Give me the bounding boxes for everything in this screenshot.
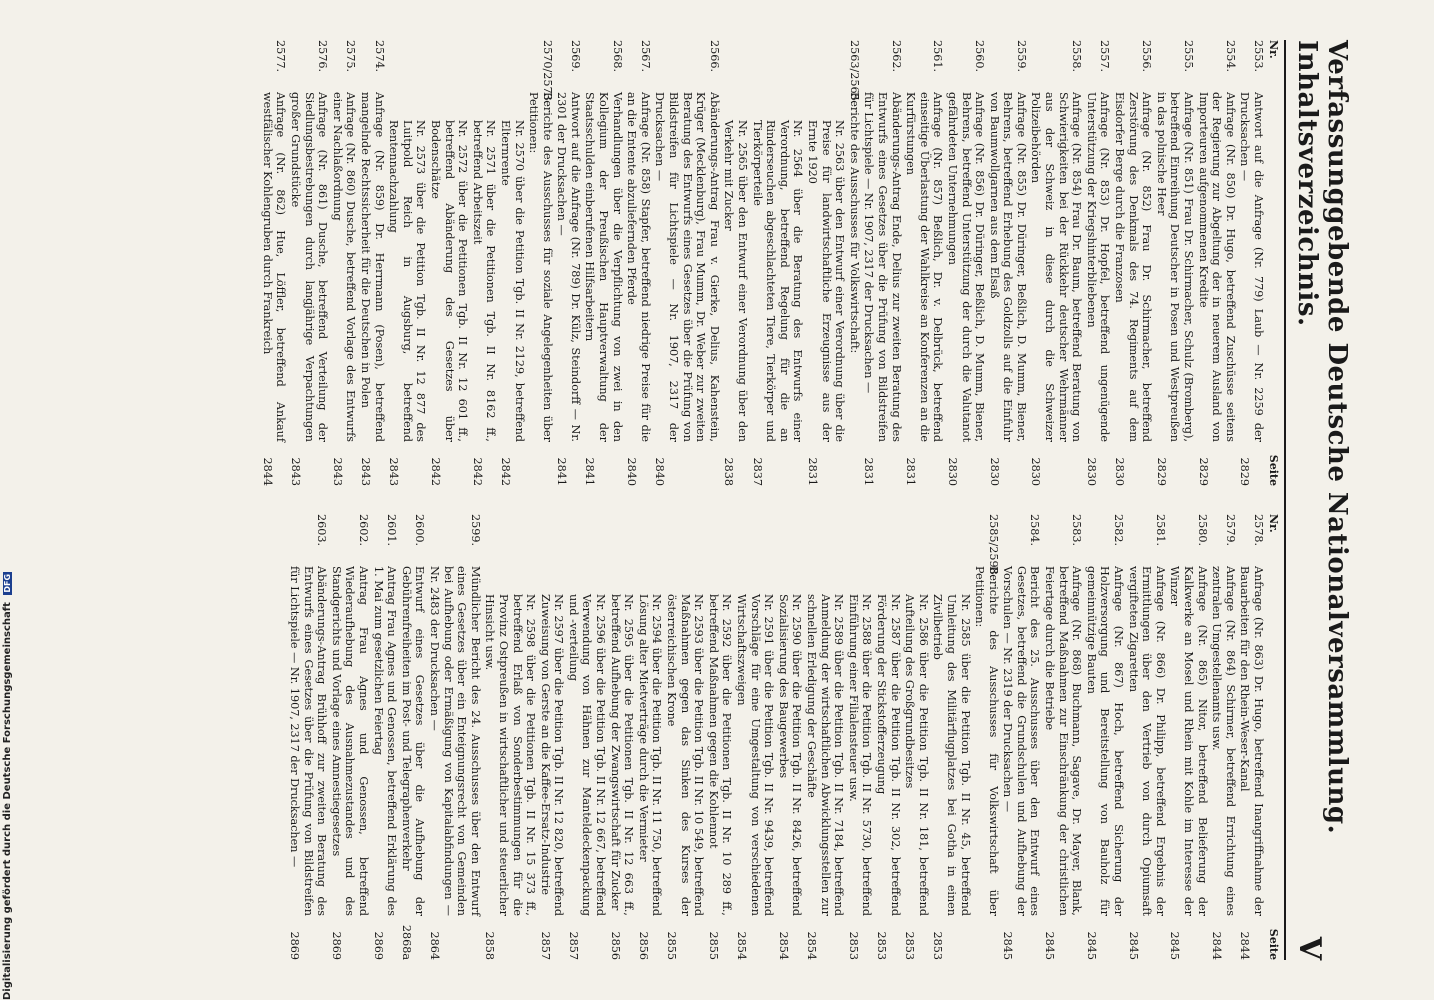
entry-text: Nr. 2594 über die Petition Tgb. II Nr. 11 750, betreffend Lösung alter Mietverträge durch die Vermieter: [636, 594, 664, 916]
toc-entry: [625, 40, 652, 486]
entry-number: [483, 514, 537, 566]
entry-page: 2844: [1238, 931, 1252, 960]
entry-page: 2844: [260, 457, 274, 486]
entry-number: 2566.: [707, 40, 721, 73]
column-header-seite: Seite: [1267, 928, 1280, 960]
entry-number: 2585/2598.: [986, 514, 1000, 579]
entry-text: Mündlicher Bericht des 24. Ausschusses über den Entwurf eines Gesetzes über ein Enteignungsrecht von Gemeinden bei Aufhebung oder Ermäßigung von Kapitalabfindungen — Nr. 2483 der Drucksachen —: [427, 566, 482, 916]
entry-number: [931, 514, 972, 566]
entry-page: 2854: [735, 931, 749, 960]
entry-text: Antrag Frau Agnes und Genossen, betreffend Erklärung des 1. Mai zum gesetzlichen Feiertag: [371, 566, 399, 916]
entry-text: Nr. 2585 über die Petition Tgb. II Nr. 45, betreffend Umleitung des Militärflugplatzes bei Gotha in einen Zivilbetrieb: [931, 594, 972, 916]
toc-entry: [1196, 40, 1237, 486]
entry-number: 2580.: [1195, 514, 1209, 547]
entry-number: [566, 514, 607, 566]
entry-number: 2582.: [1112, 514, 1126, 547]
entry-text: Berichte des Ausschusses für soziale Angelegenheiten über Petitionen:: [527, 92, 554, 442]
entry-text: Nr. 2565 über den Entwurf einer Verordnung über den Verkehr mit Zucker: [722, 120, 750, 442]
toc-entry: [903, 514, 930, 960]
entry-number: 2602.: [357, 514, 370, 547]
entry-number: 2557.: [1098, 40, 1112, 73]
toc-column-right: [259, 514, 1280, 960]
entry-text: Anfrage (Nr. 865) Nitor, betreffend Belieferung der Kalkwerke an Mosel und Rhein mit Kohle im Interesse der Winzer: [1168, 566, 1209, 916]
entry-number: 2570/2573.: [540, 40, 554, 105]
toc-entry: [904, 40, 945, 486]
entry-number: [846, 514, 873, 566]
entry-page: 2830: [1029, 457, 1043, 486]
digitization-credit: [0, 0, 22, 1000]
entry-text: Nr. 2587 über die Petition Tgb. II Nr. 302, betreffend Förderung der Stickstofferzeugung: [874, 594, 902, 916]
entry-page: 2843: [289, 457, 303, 486]
toc-entry: [1084, 40, 1111, 486]
entry-text: Anfrage (Nr. 857) Beßlich, Dr. v. Delbrück, betreffend einseitige Überlastung der Wahlkreise an Konferenzen an die Kurfürstungen: [904, 92, 945, 442]
entry-page: 2853: [846, 931, 860, 960]
toc-entry: [608, 514, 635, 960]
entry-text: Antrag Frau Agnes und Genossen, betreffend Wiederaufhebung des Ausnahmezustandes und des Standgerichts und Vorlage eines Amnestiegesetzes: [329, 566, 370, 916]
entry-number: 2574.: [372, 40, 386, 73]
entry-page: 2853: [874, 931, 888, 960]
entry-number: [387, 40, 428, 92]
entry-page: 2830: [1084, 457, 1098, 486]
toc-entry: [427, 514, 481, 960]
page-title: Verfassunggebende Deutsche Nationalversammlung. Inhaltsverzeichnis.: [1292, 40, 1352, 835]
toc-entry: [1168, 514, 1209, 960]
entry-text: Anfrage (Nr. 855) Dr. Düringer, Beßlich, D. Mumm, Biener, Behrens, betreffend Erhebung des Goldzolls auf die Einfuhr von Baumwollgarnen aus dem Elsaß: [987, 92, 1028, 442]
page-number: V: [1292, 936, 1327, 960]
entry-page: 2843: [387, 457, 401, 486]
entry-number: 2578.: [1252, 514, 1265, 547]
entry-text: Nr. 2598 über die Petitionen Tgb. II Nr. 15 373 ff., betreffend Erlaß von Sonderbestimmungen für die Provinz Ostpreußen in wirtschaftlicher und steuerlicher Hinsicht usw.: [483, 594, 538, 916]
entry-text: Anfrage (Nr. 852) Frau Dr. Schirmacher, betreffend Zerstörung des Denkmals des 74. Regiments auf dem Eisdorfer Berge durch die Franzosen: [1113, 92, 1154, 442]
toc-entry: [566, 514, 607, 960]
entry-text: Bericht des 25. Ausschusses über den Entwurf eines Gesetzes, betreffend die Grundschulen und Aufhebung der Vorschulen — Nr. 2319 der Drucksachen —: [1001, 566, 1042, 916]
entry-page: 2869: [329, 931, 343, 960]
toc-entry: [973, 514, 1000, 960]
entry-text: Anfrage (Nr. 859) Dr. Herrmann (Posen), betreffend mangelnde Rechtssicherheit für die Deutschen in Polen: [359, 92, 386, 442]
entry-number: 2555.: [1182, 40, 1196, 73]
entry-number: [608, 514, 635, 566]
entry-number: 2561.: [931, 40, 945, 73]
entry-text: Abänderungs-Antrag Ende, Delius zur zweiten Beratung des Entwurfs eines Gesetzes über die Prüfung von Bildstreifen für Lichtspiele — Nr. 1907, 2317 der Drucksachen —: [862, 92, 903, 442]
entry-text: Verhandlungen über die Verpflichtung von zwei in den Kollegium der Preußischen Hauptverwaltung der Staatsschulden einberufenen Hilfsarbeitern: [583, 92, 624, 442]
entry-page: 2829: [1154, 457, 1168, 486]
entry-page: 2845: [1001, 931, 1015, 960]
toc-entry: [804, 514, 845, 960]
toc-list-left: [260, 40, 1265, 486]
column-header-seite: Seite: [1267, 454, 1280, 486]
entry-page: 2868a: [399, 924, 413, 960]
toc-entry: [470, 40, 497, 486]
entry-text: Anfrage (Nr. 862) Hue, Löffler, betreffend Ankauf westfälischer Kohlengruben durch Frankreich: [260, 92, 288, 442]
entry-page: 2869: [371, 931, 385, 960]
entry-text: Nr. 2596 über die Petition Tgb. II Nr. 12 667, betreffend Verwendung von Hähnen zur Manteldeckenpackung und -verteilung: [566, 594, 608, 916]
entry-page: 2869: [288, 931, 302, 960]
entry-page: 2842: [428, 457, 442, 486]
entry-page: 2853: [903, 931, 917, 960]
toc-entry: [722, 40, 749, 486]
toc-entry: [931, 514, 972, 960]
toc-entry: [1112, 40, 1153, 486]
entry-text: Anfrage (Nr. 860) Dusche, betreffend Vorlage des Entwurfs einer Nachlaßordnung: [330, 92, 358, 442]
toc-entry: [847, 40, 861, 486]
toc-entry: [371, 514, 398, 960]
entry-number: [706, 514, 733, 566]
entry-number: [428, 40, 469, 92]
entry-number: [538, 514, 565, 566]
entry-page: 2856: [636, 931, 650, 960]
entry-number: [734, 514, 775, 566]
entry-number: [874, 514, 901, 566]
entry-number: 2567.: [638, 40, 652, 73]
entry-text: Anfrage (Nr. 866) Dr. Philipp, betreffend Ergebnis der Ermittlungen über den Vertrieb von durch Opiumsaft vergifteten Zigaretten: [1126, 566, 1167, 916]
entry-text: Nr. 2591 über die Petition Tgb. II Nr. 9439, betreffend Vorschläge für eine Umgestaltung von verschiedenen Wirtschaftszweigen: [735, 594, 776, 916]
entry-number: 2556.: [1140, 40, 1154, 73]
entry-text: Entwurf eines Gesetzes über die Aufhebung der Gebührenfreiheiten im Post- und Telegraphenverkehr: [399, 566, 427, 916]
entry-text: Berichte des Ausschusses für Volkswirtschaft über Petitionen:: [973, 566, 1000, 916]
entry-number: [903, 514, 930, 566]
entry-text: Anfrage (Nr. 863) Dr. Hugo, betreffend Inangriffnahme der Bauarbeiten für den Rhein-Weser-Kanal: [1238, 566, 1265, 916]
entry-text: Anfrage (Nr. 868) Buchmann, Sagave, Dr. Mayer, Blank, betreffend Maßnahmen zur Einschränkung der christlichen Feiertage durch die Betriebe: [1043, 566, 1084, 916]
toc-entry: [1043, 514, 1084, 960]
toc-entry: [1001, 514, 1042, 960]
toc-entry: [664, 514, 705, 960]
toc-entry: [498, 40, 525, 486]
entry-page: 2829: [1196, 457, 1210, 486]
entry-page: 2855: [706, 931, 720, 960]
toc-entry: [846, 514, 873, 960]
entry-text: Anfrage (Nr. 858) Stapfer, betreffend niedrige Preise für die an die Entente abzuliefernden Pferde: [625, 92, 652, 442]
entry-page: 2845: [1168, 931, 1182, 960]
toc-columns: [259, 40, 1280, 960]
entry-number: 2599.: [468, 514, 482, 547]
entry-number: 2553.: [1252, 40, 1265, 73]
entry-page: 2845: [1043, 931, 1057, 960]
entry-page: 2842: [470, 457, 484, 486]
toc-entry: [862, 40, 903, 486]
entry-page: 2845: [1084, 931, 1098, 960]
toc-entry: [428, 40, 469, 486]
column-header-nr: Nr.: [1267, 514, 1280, 533]
dfg-logo: DFG: [3, 573, 12, 593]
entry-text: Nr. 2590 über die Petition Tgb. II Nr. 8426, betreffend Sozialisierung des Baugewerbes: [776, 594, 804, 916]
toc-entry: [1126, 514, 1167, 960]
entry-page: 2841: [583, 457, 597, 486]
entry-number: 2601.: [385, 514, 399, 547]
toc-entry: [734, 514, 775, 960]
entry-number: [664, 514, 705, 566]
toc-entry: [1029, 40, 1083, 486]
entry-page: 2864: [427, 931, 441, 960]
entry-number: [498, 40, 525, 92]
entry-page: 2858: [483, 931, 497, 960]
entry-text: Abänderungs-Antrag Brühhoff zur zweiten Beratung des Entwurfs eines Gesetzes über die Prüfung von Bildstreifen für Lichtspiele — Nr. 1907, 2317 der Drucksachen —: [288, 566, 329, 916]
entry-page: 2856: [608, 931, 622, 960]
entry-page: 2831: [806, 457, 819, 486]
toc-entry: [805, 40, 846, 486]
entry-page: 2842: [498, 457, 512, 486]
entry-page: 2854: [805, 931, 818, 960]
entry-number: 2560.: [973, 40, 987, 73]
entry-text: Berichte des Ausschusses für Volkswirtschaft:: [847, 92, 861, 354]
entry-text: Nr. 2592 über die Petitionen Tgb. II Nr. 10 289 ff., betreffend Maßnahmen gegen die Kohlennot: [706, 594, 734, 916]
entry-text: Nr. 2564 über die Beratung des Entwurfs einer Verordnung, betreffend Regelung für die an Rinderseuchen abgeschlachteten Tiere, Tierkörper und Tierkörperteile: [750, 120, 805, 442]
column-header-nr: Nr.: [1267, 40, 1280, 59]
entry-text: Anfrage (Nr. 853) Dr. Hopfel, betreffend ungenügende Unterstützung der Kriegshinterbliebenen: [1084, 92, 1112, 442]
toc-entry: [399, 514, 426, 960]
entry-text: Antwort auf die Anfrage (Nr. 779) Laub — Nr. 2259 der Drucksachen —: [1238, 92, 1265, 442]
entry-number: 2581.: [1153, 514, 1167, 547]
entry-page: 2831: [862, 457, 876, 486]
entry-text: Nr. 2586 über die Petition Tgb. II Nr. 181, betreffend Aufteilung des Großgrundbesitzes: [903, 594, 930, 916]
toc-entry: [1238, 40, 1265, 486]
toc-entry: [538, 514, 565, 960]
entry-text: Antwort auf die Anfrage (Nr. 789) Dr. Külz, Steindorff — Nr. 2301 der Drucksachen —: [555, 92, 582, 442]
toc-entry: [483, 514, 537, 960]
entry-number: [750, 40, 804, 92]
toc-entry: [750, 40, 804, 486]
entry-text: Nr. 2595 über die Petitionen Tgb. II Nr. 12 663 ff., betreffend Aufhebung der Zwangswirtschaft für Zucker: [608, 594, 636, 916]
toc-entry: [874, 514, 901, 960]
entry-text: Nr. 2573 über die Petition Tgb. II Nr. 12 877 des Luitpold Reich in Augsburg, betreffend Rentennachzahlung: [387, 120, 428, 442]
column-header: [1267, 514, 1280, 960]
toc-entry: [387, 40, 428, 486]
toc-entry: [636, 514, 663, 960]
entry-page: 2829: [1238, 457, 1252, 486]
entry-text: Abänderungs-Antrag Frau v. Gierke, Delius, Kahenstein, Krüger (Mecklenburg), Frau Mumm, Dr. Weber zur zweiten Beratung des Entwurfs eines Gesetzes über die Prüfung von Bildstreifen für Lichtspiele — Nr. 1907, 2317 der Drucksachen —: [653, 92, 721, 442]
entry-page: 2831: [904, 457, 918, 486]
entry-number: 2600.: [413, 514, 427, 547]
entry-number: 2575.: [344, 40, 358, 73]
entry-page: 2857: [538, 931, 552, 960]
entry-number: [804, 514, 845, 566]
entry-text: Anfrage (Nr. 856) Dr. Düringer, Beßlich, D. Mumm, Biener, Behrens, betreffend Unterstützung der durch die Valutanot gefährdeten Unternehmungen: [945, 92, 987, 442]
entry-page: 2857: [566, 931, 580, 960]
entry-page: 2854: [776, 931, 790, 960]
entry-number: 2579.: [1223, 514, 1237, 547]
entry-page: 2843: [330, 457, 344, 486]
entry-page: 2838: [722, 457, 736, 486]
entry-page: 2853: [931, 931, 945, 960]
entry-text: Nr. 2570 über die Petition Tgb. II Nr. 2129, betreffend Elternrente: [498, 120, 526, 442]
toc-entry: [1238, 514, 1265, 960]
entry-text: Anfrage (Nr. 861) Dusche, betreffend Verteilung der Siedlungsbestrebungen durch langjährige Verpachtungen großer Grundstücke: [289, 92, 330, 442]
toc-entry: [1210, 514, 1237, 960]
entry-text: Nr. 2589 über die Petition Tgb. II Nr. 7184, betreffend Anmeldung der wirtschaftlichen Abwicklungsstellen zur schnellen Erledigung der Geschäfte: [805, 594, 846, 916]
entry-number: 2568.: [610, 40, 624, 73]
entry-page: 2830: [987, 457, 1001, 486]
toc-entry: [287, 514, 328, 960]
toc-entry: [1154, 40, 1195, 486]
toc-entry: [653, 40, 721, 486]
toc-entry: [288, 40, 329, 486]
entry-page: 2840: [653, 457, 667, 486]
column-header: [1267, 40, 1280, 486]
toc-entry: [527, 40, 554, 486]
entry-page: 2841: [555, 457, 569, 486]
entry-number: 2558.: [1070, 40, 1084, 73]
toc-list-right: [287, 514, 1265, 960]
toc-entry: [583, 40, 624, 486]
toc-entry: [706, 514, 733, 960]
entry-text: Nr. 2572 über die Petitionen Tgb. II Nr. 12 601 ff., betreffend Abänderung des Gesetzes über Bodenschätze: [428, 120, 470, 442]
entry-number: 2563/2565.: [847, 40, 861, 105]
entry-number: [636, 514, 663, 566]
toc-entry: [358, 40, 385, 486]
toc-entry: [776, 514, 803, 960]
toc-entry: [555, 40, 582, 486]
entry-number: 2576.: [316, 40, 330, 73]
toc-entry: [1084, 514, 1125, 960]
entry-number: [470, 40, 497, 92]
entry-text: Anfrage (Nr. 854) Frau Dr. Baum, betreffend Beratung von Schwierigkeiten bei der Rückkehr deutscher Wehrmänner aus der Schweiz in diese durch die Schweizer Polizeibehörden: [1029, 92, 1084, 442]
entry-text: Nr. 2588 über die Petition Tgb. II Nr. 5730, betreffend Einführung einer Filialensteuer usw.: [846, 594, 874, 916]
page-header: [1284, 40, 1352, 960]
toc-column-left: [259, 40, 1280, 486]
entry-text: Nr. 2571 über die Petitionen Tgb. II Nr. 8162 ff., betreffend Arbeitszeit: [470, 120, 498, 442]
digitization-credit-text: Digitalisierung gefördert durch die Deutsche Forschungsgemeinschaft: [2, 602, 13, 1000]
entry-number: 2603.: [315, 514, 329, 547]
entry-number: 2583.: [1070, 514, 1084, 547]
entry-page: 2837: [750, 457, 764, 486]
entry-number: [776, 514, 803, 566]
toc-entry: [945, 40, 986, 486]
toc-entry: [330, 40, 357, 486]
entry-text: Anfrage (Nr. 864) Schirmer, betreffend Errichtung eines zentralen Umgestellenamts usw.: [1210, 566, 1237, 916]
toc-entry: [987, 40, 1028, 486]
entry-text: Anfrage (Nr. 851) Frau Dr. Schirmacher, Schulz (Bromberg), betreffend Einreihung Deutscher in Posen und Westpreußen in das polnische Heer: [1154, 92, 1196, 442]
toc-entry: [329, 514, 370, 960]
entry-text: Anfrage (Nr. 867) Hoch, betreffend Sicherung der Holzversorgung und Bereitstellung von Bauholz für gemeinnützige Bauten: [1084, 566, 1126, 916]
entry-page: 2843: [359, 457, 372, 486]
entry-text: Nr. 2597 über die Petition Tgb. II Nr. 12 820, betreffend Zuweisung von Gerste an die Kaffee-Ersatz-Industrie: [538, 594, 566, 916]
entry-page: 2830: [945, 457, 959, 486]
entry-number: 2554.: [1223, 40, 1237, 73]
entry-number: [805, 40, 846, 92]
entry-number: 2577.: [274, 40, 288, 73]
entry-page: 2855: [665, 931, 679, 960]
entry-number: 2569.: [568, 40, 582, 73]
entry-number: 2559.: [1014, 40, 1028, 73]
entry-number: 2584.: [1028, 514, 1042, 547]
toc-entry: [260, 40, 287, 486]
entry-number: [722, 40, 749, 92]
entry-page: 2830: [1113, 457, 1127, 486]
entry-page: 2844: [1210, 931, 1224, 960]
entry-text: Nr. 2593 über die Petition Tgb. II Nr. 10 549, betreffend Maßnahmen gegen das Sinken des Kurses der österreichischen Krone: [665, 594, 706, 916]
entry-text: Nr. 2563 über den Entwurf einer Verordnung über die Preise für landwirtschaftliche Erzeugnisse aus der Ernte 1920: [806, 120, 847, 442]
entry-text: Anfrage (Nr. 850) Dr. Hugo, betreffend Zuschüsse seitens der Regierung zur Abgeltung der in neuerem Ausland von Importeuren aufgenommenen Kredite: [1196, 92, 1237, 442]
entry-page: 2845: [1126, 931, 1140, 960]
entry-page: 2840: [625, 457, 639, 486]
entry-number: 2562.: [889, 40, 903, 73]
